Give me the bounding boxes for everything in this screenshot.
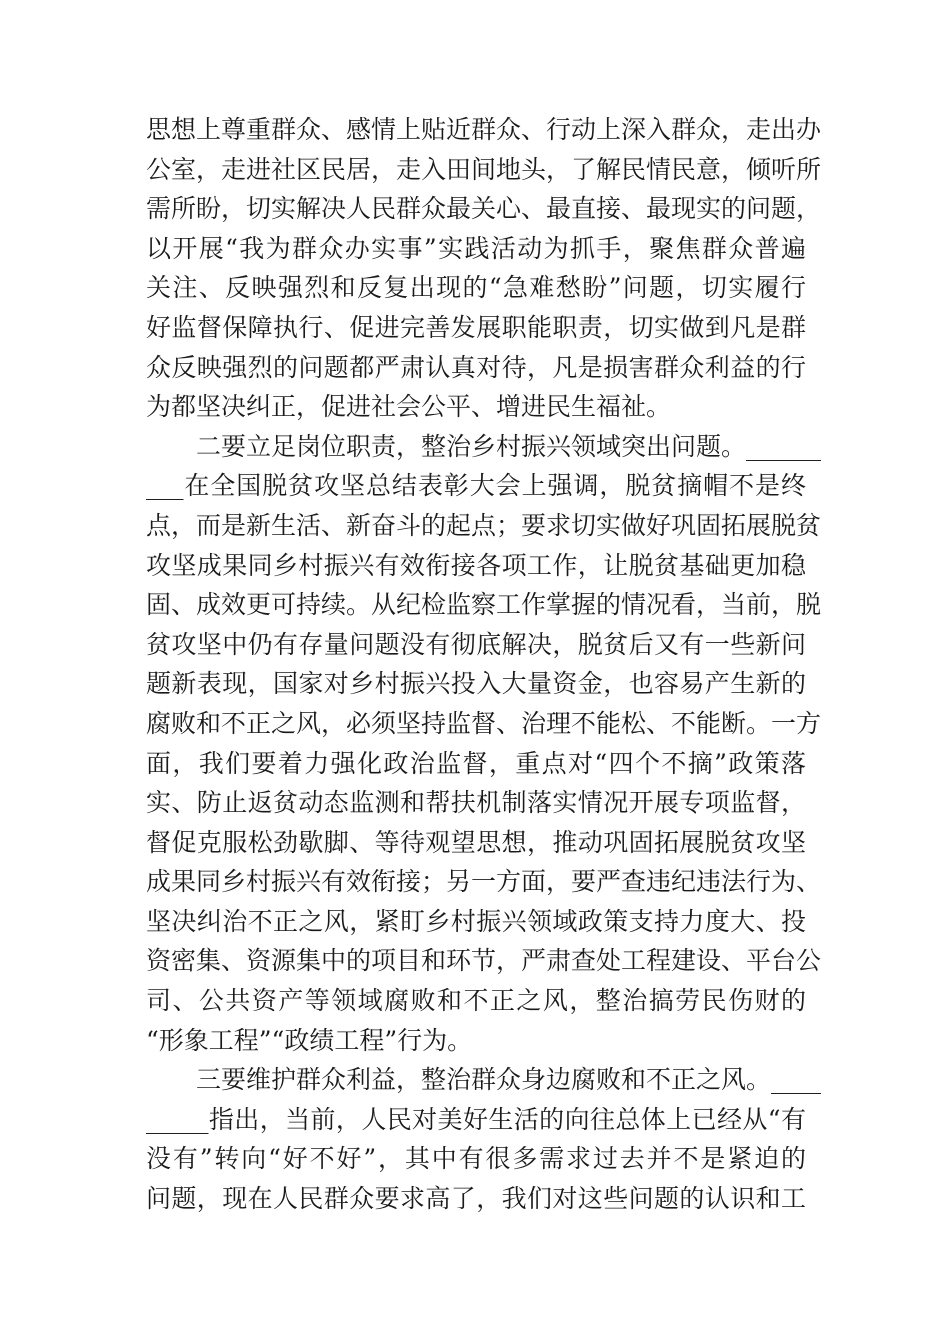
text-line: 点，而是新生活、新奋斗的起点；要求切实做好巩固拓展脱贫 [146,510,822,540]
paragraph-2 [146,427,822,1061]
text-line: 以开展“我为群众办实事”实践活动为抓手，聚焦群众普遍 [146,233,806,263]
text-line: 成果同乡村振兴有效衔接；另一方面，要严查违纪违法行为、 [146,867,822,897]
text-line: 腐败和不正之风，必须坚持监督、治理不能松、不能断。一方 [146,708,822,738]
text-line: 为都坚决纠正，促进社会公平、增进民生福祉。 [146,392,672,422]
text-line: 司、公共资产等领域腐败和不正之风，整治搞劳民伤财的 [146,986,806,1016]
text-line: ___在全国脱贫攻坚总结表彰大会上强调，脱贫摘帽不是终 [146,471,806,501]
text-line: _____指出，当前，人民对美好生活的向往总体上已经从“有 [146,1104,806,1134]
document-body [146,110,822,1219]
text-line: 坚决纠治不正之风，紧盯乡村振兴领域政策支持力度大、投 [146,906,806,936]
text-line: 督促克服松劲歇脚、等待观望思想，推动巩固拓展脱贫攻坚 [146,827,806,857]
text-line: 需所盼，切实解决人民群众最关心、最直接、最现实的问题， [146,194,822,224]
text-line: 面，我们要着力强化政治监督，重点对“四个不摘”政策落 [146,748,806,778]
text-line: 关注、反映强烈和反复出现的“急难愁盼”问题，切实履行 [146,273,806,303]
paragraph-3 [146,1060,822,1218]
text-line: 固、成效更可持续。从纪检监察工作掌握的情况看，当前，脱 [146,590,822,620]
text-line: 二要立足岗位职责，整治乡村振兴领域突出问题。______ [196,431,822,461]
text-line: 三要维护群众利益，整治群众身边腐败和不正之风。____ [196,1065,822,1095]
text-line: 攻坚成果同乡村振兴有效衔接各项工作，让脱贫基础更加稳 [146,550,806,580]
text-line: “形象工程”“政绩工程”行为。 [146,1025,473,1055]
text-line: 问题，现在人民群众要求高了，我们对这些问题的认识和工 [146,1184,806,1214]
text-line: 公室，走进社区民居，走入田间地头，了解民情民意，倾听所 [146,154,822,184]
text-line: 众反映强烈的问题都严肃认真对待，凡是损害群众利益的行 [146,352,806,382]
text-line: 资密集、资源集中的项目和环节，严肃查处工程建设、平台公 [146,946,822,976]
text-line: 思想上尊重群众、感情上贴近群众、行动上深入群众，走出办 [146,115,822,144]
text-line: 好监督保障执行、促进完善发展职能职责，切实做到凡是群 [146,312,806,342]
text-line: 贫攻坚中仍有存量问题没有彻底解决，脱贫后又有一些新问 [146,629,806,659]
text-line: 题新表现，国家对乡村振兴投入大量资金，也容易产生新的 [146,669,806,699]
text-line: 实、防止返贫动态监测和帮扶机制落实情况开展专项监督， [146,788,806,818]
text-line: 没有”转向“好不好”，其中有很多需求过去并不是紧迫的 [146,1144,806,1174]
paragraph-1 [146,110,822,427]
